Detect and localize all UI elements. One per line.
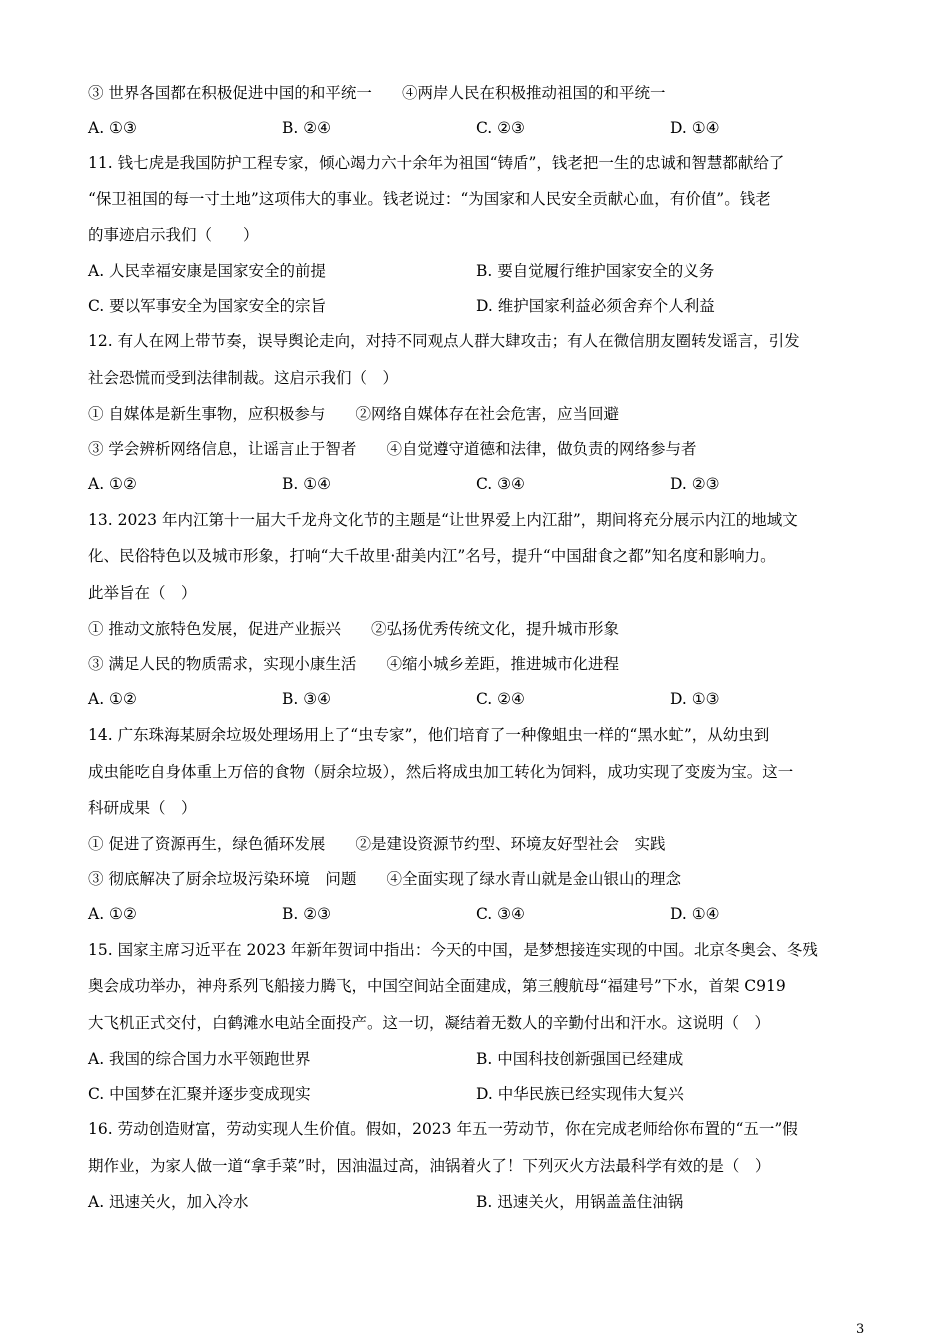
q16-option-b: B. 迅速关火，用锅盖盖住油锅 bbox=[476, 1193, 684, 1211]
q13-item-4: ④缩小城乡差距，推进城市化进程 bbox=[386, 655, 619, 673]
q15-stem-line: 15. 国家主席习近平在 2023 年新年贺词中指出：今天的中国，是梦想接连实现的中国。北京冬奥会、冬残 bbox=[88, 941, 818, 959]
page-number: 3 bbox=[856, 1322, 865, 1337]
q12-option-c: C. ③④ bbox=[476, 475, 525, 493]
q16-stem-line: 16. 劳动创造财富，劳动实现人生价值。假如，2023 年五一劳动节，你在完成老师给你布置的“五一”假 bbox=[88, 1120, 798, 1138]
q10-item-3: ③ 世界各国都在积极促进中国的和平统一 bbox=[88, 84, 372, 102]
q13-option-a: A. ①② bbox=[88, 690, 137, 708]
q11-option-c: C. 要以军事安全为国家安全的宗旨 bbox=[88, 297, 327, 315]
q14-option-b: B. ②③ bbox=[282, 905, 332, 923]
q13-item-2: ②弘扬优秀传统文化，提升城市形象 bbox=[370, 620, 619, 638]
q14-item-2: ②是建设资源节约型、环境友好型社会 实践 bbox=[355, 835, 666, 853]
q10-option-d: D. ①④ bbox=[670, 119, 720, 137]
q12-option-d: D. ②③ bbox=[670, 475, 720, 493]
q14-item-3: ③ 彻底解决了厨余垃圾污染环境 问题 bbox=[88, 870, 357, 888]
q15-option-b: B. 中国科技创新强国已经建成 bbox=[476, 1050, 684, 1068]
q12-item-row bbox=[88, 403, 878, 425]
q13-stem-line: 此举旨在（ ） bbox=[88, 584, 197, 602]
q12-item-1: ① 自媒体是新生事物，应积极参与 bbox=[88, 405, 326, 423]
q13-item-row bbox=[88, 618, 878, 640]
q13-stem-line: 化、民俗特色以及城市形象，打响“大千故里·甜美内江”名号，提升“中国甜食之都”知名度和影响力。 bbox=[88, 547, 776, 565]
q13-item-1: ① 推动文旅特色发展，促进产业振兴 bbox=[88, 620, 341, 638]
q13-option-d: D. ①③ bbox=[670, 690, 720, 708]
q14-item-row bbox=[88, 868, 878, 890]
q15-option-c: C. 中国梦在汇聚并逐步变成现实 bbox=[88, 1085, 311, 1103]
q11-option-a: A. 人民幸福安康是国家安全的前提 bbox=[88, 262, 327, 280]
q10-option-b: B. ②④ bbox=[282, 119, 332, 137]
q14-stem-line: 科研成果（ ） bbox=[88, 799, 197, 817]
q10-item-row bbox=[88, 82, 878, 104]
q12-option-b: B. ①④ bbox=[282, 475, 332, 493]
q10-item-4: ④两岸人民在积极推动祖国的和平统一 bbox=[401, 84, 666, 102]
q11-stem-line: “保卫祖国的每一寸土地”这项伟大的事业。钱老说过：“为国家和人民安全贡献心血，有价值”。钱老 bbox=[88, 190, 771, 208]
q13-item-3: ③ 满足人民的物质需求，实现小康生活 bbox=[88, 655, 357, 673]
q14-item-row bbox=[88, 833, 878, 855]
q11-stem-line: 的事迹启示我们（ ） bbox=[88, 226, 259, 244]
q10-option-c: C. ②③ bbox=[476, 119, 525, 137]
q14-item-1: ① 促进了资源再生，绿色循环发展 bbox=[88, 835, 326, 853]
q14-item-4: ④全面实现了绿水青山就是金山银山的理念 bbox=[386, 870, 681, 888]
q12-item-row bbox=[88, 438, 878, 460]
q14-option-a: A. ①② bbox=[88, 905, 137, 923]
q12-item-3: ③ 学会辨析网络信息，让谣言止于智者 bbox=[88, 440, 357, 458]
q14-stem-line: 14. 广东珠海某厨余垃圾处理场用上了“虫专家”，他们培育了一种像蛆虫一样的“黑水虻”，从幼虫到 bbox=[88, 726, 770, 744]
q12-option-a: A. ①② bbox=[88, 475, 137, 493]
q12-stem-line: 12. 有人在网上带节奏，误导舆论走向，对持不同观点人群大肆攻击；有人在微信朋友圈转发谣言，引发 bbox=[88, 332, 800, 350]
q13-item-row bbox=[88, 653, 878, 675]
q15-option-a: A. 我国的综合国力水平领跑世界 bbox=[88, 1050, 311, 1068]
q11-option-b: B. 要自觉履行维护国家安全的义务 bbox=[476, 262, 715, 280]
q14-option-c: C. ③④ bbox=[476, 905, 525, 923]
q11-option-d: D. 维护国家利益必须舍弃个人利益 bbox=[476, 297, 715, 315]
q14-stem-line: 成虫能吃自身体重上万倍的食物（厨余垃圾），然后将成虫加工转化为饲料，成功实现了变废为宝。这一 bbox=[88, 763, 794, 781]
q12-item-2: ②网络自媒体存在社会危害，应当回避 bbox=[355, 405, 619, 423]
q10-option-a: A. ①③ bbox=[88, 119, 137, 137]
q11-stem-line: 11. 钱七虎是我国防护工程专家，倾心竭力六十余年为祖国“铸盾”，钱老把一生的忠诚和智慧都献给了 bbox=[88, 154, 785, 172]
q16-stem-line: 期作业，为家人做一道“拿手菜”时，因油温过高，油锅着火了！下列灭火方法最科学有效的是（ ） bbox=[88, 1157, 771, 1175]
q16-option-a: A. 迅速关火，加入冷水 bbox=[88, 1193, 249, 1211]
q15-stem-line: 奥会成功举办，神舟系列飞船接力腾飞，中国空间站全面建成，第三艘航母“福建号”下水，首架 C919 bbox=[88, 977, 786, 995]
q13-option-c: C. ②④ bbox=[476, 690, 525, 708]
q12-stem-line: 社会恐慌而受到法律制裁。这启示我们（ ） bbox=[88, 369, 399, 387]
q12-item-4: ④自觉遵守道德和法律，做负责的网络参与者 bbox=[386, 440, 697, 458]
q15-option-d: D. 中华民族已经实现伟大复兴 bbox=[476, 1085, 684, 1103]
q15-stem-line: 大飞机正式交付，白鹤滩水电站全面投产。这一切，凝结着无数人的辛勤付出和汗水。这说明（ ） bbox=[88, 1014, 771, 1032]
q13-stem-line: 13. 2023 年内江第十一届大千龙舟文化节的主题是“让世界爱上内江甜”，期间将充分展示内江的地域文 bbox=[88, 511, 798, 529]
q14-option-d: D. ①④ bbox=[670, 905, 720, 923]
q13-option-b: B. ③④ bbox=[282, 690, 332, 708]
